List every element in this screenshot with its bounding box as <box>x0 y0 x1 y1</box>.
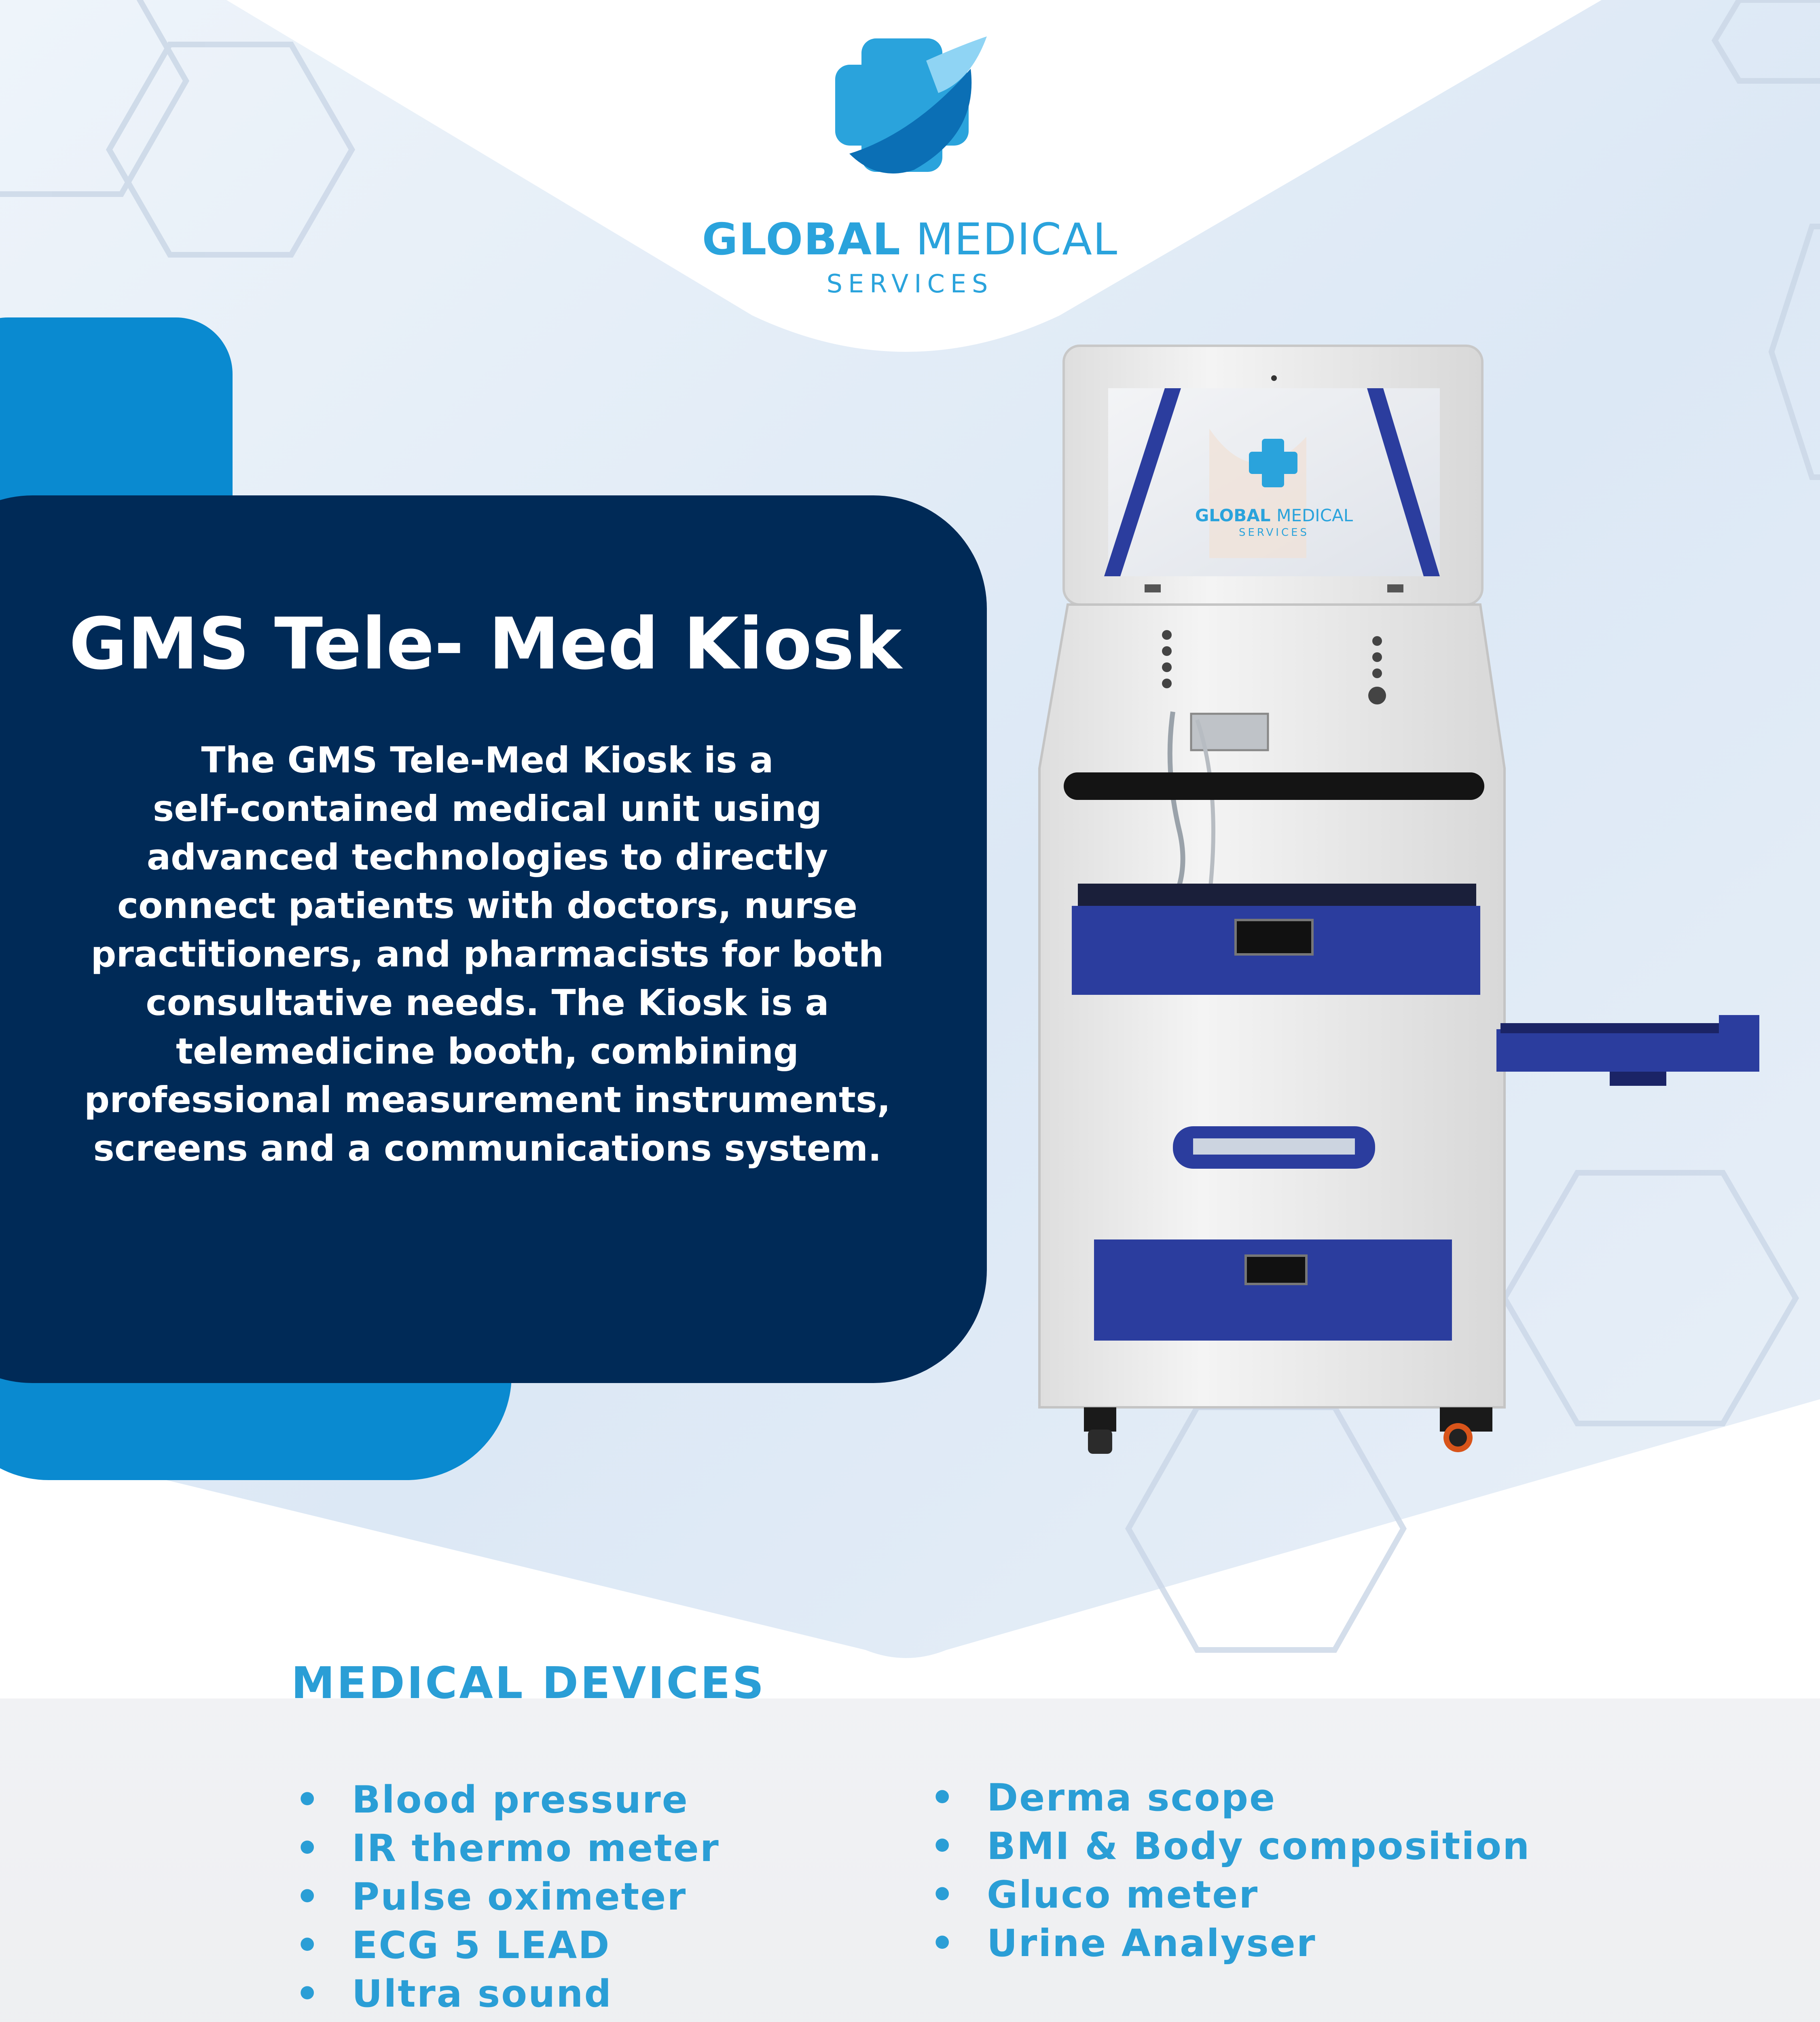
brand-sub: SERVICES <box>826 269 994 298</box>
description-line: screens and a communications system. <box>93 1127 882 1169</box>
brand-bold: GLOBAL <box>702 214 901 265</box>
list-item: • Ultra sound <box>295 1972 613 2016</box>
description-line: professional measurement instruments, <box>84 1079 891 1121</box>
description-line: advanced technologies to directly <box>146 836 828 878</box>
kiosk-screen-sub: SERVICES <box>1238 527 1310 539</box>
devices-list-right <box>926 1773 1530 1967</box>
devices-list-left <box>291 1775 720 2018</box>
description-line: telemedicine booth, combining <box>176 1030 799 1072</box>
list-item: • ECG 5 LEAD <box>295 1923 611 1967</box>
list-item: • Blood pressure <box>295 1778 689 1821</box>
list-item: • Pulse oximeter <box>295 1875 687 1918</box>
list-item: • Derma scope <box>930 1776 1276 1819</box>
description-line: practitioners, and pharmacists for both <box>91 933 884 975</box>
description-line: connect patients with doctors, nurse <box>117 885 858 926</box>
medical-devices-heading: MEDICAL DEVICES <box>291 1658 766 1709</box>
page-title: GMS Tele- Med Kiosk <box>69 603 902 685</box>
description-line: self-contained medical unit using <box>152 788 822 829</box>
description-line: consultative needs. The Kiosk is a <box>146 982 829 1024</box>
list-item: • Urine Analyser <box>930 1921 1316 1965</box>
list-item: • BMI & Body composition <box>930 1824 1531 1868</box>
hero-description <box>77 736 898 1173</box>
brand-logo-text <box>526 214 1294 265</box>
list-item: • IR thermo meter <box>295 1826 720 1870</box>
kiosk-screen-brand: GLOBAL MEDICAL <box>1195 506 1353 525</box>
description-line: The GMS Tele-Med Kiosk is a <box>201 739 774 781</box>
list-item: • Gluco meter <box>930 1873 1259 1916</box>
brand-light: MEDICAL <box>916 214 1118 265</box>
